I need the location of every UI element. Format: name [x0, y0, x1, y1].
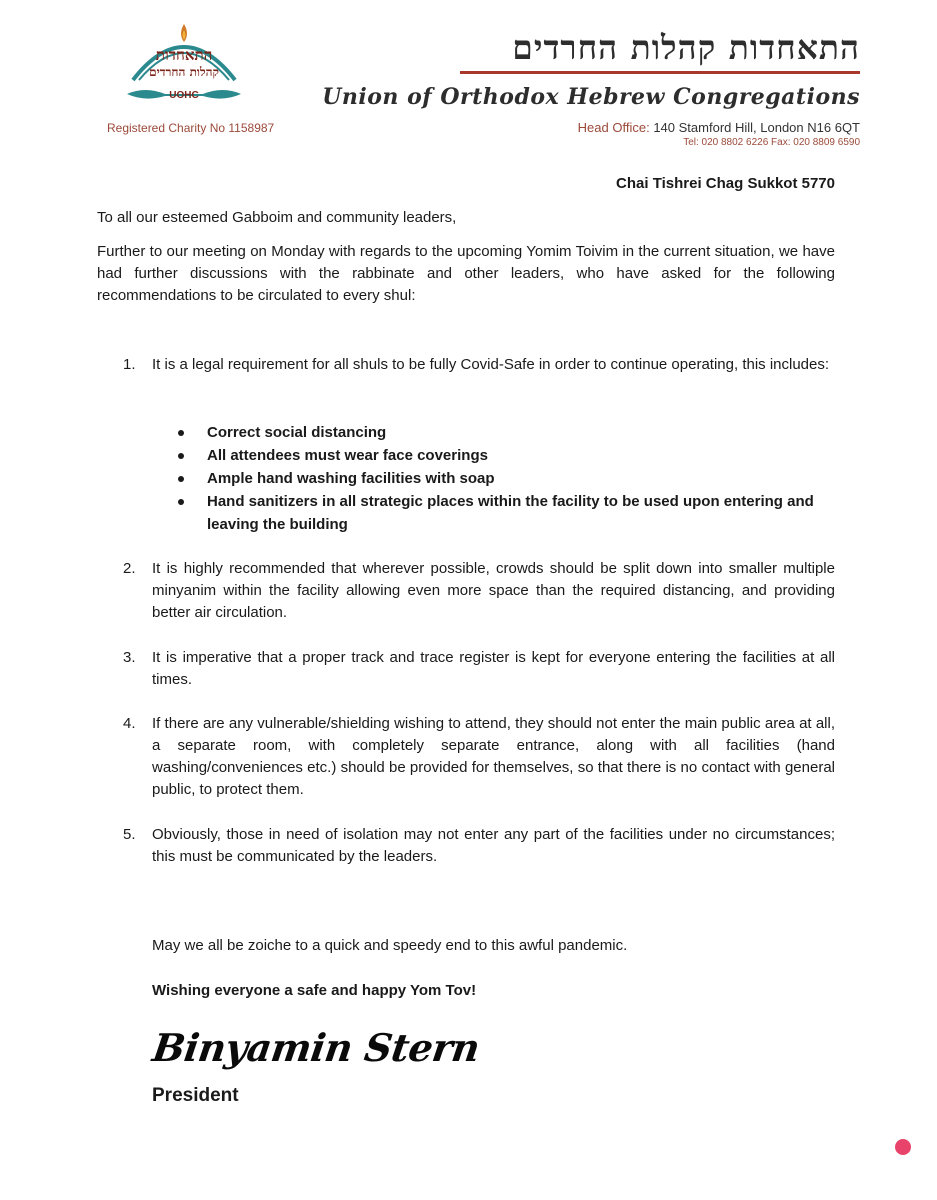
- item-number: 4.: [123, 715, 136, 732]
- requirements-list: [175, 421, 815, 536]
- item-text: If there are any vulnerable/shielding wishing to attend, they should not enter the main public area at all, a separate room, with completely separate entrance, along with all facilities (hand washing/conveniences etc.) should be provided for themselves, so that there is no contact with general public, to protect them.: [152, 715, 835, 798]
- wishes-line: Wishing everyone a safe and happy Yom Tov!: [152, 982, 477, 999]
- header-rule: [460, 71, 860, 74]
- bullet-text: Correct social distancing: [207, 424, 387, 441]
- item-number: 3.: [123, 649, 136, 666]
- head-office-address: 140 Stamford Hill, London N16 6QT: [653, 120, 860, 135]
- logo-hebrew-line2: קהלות החרדים: [149, 65, 219, 79]
- bullet-icon: [178, 430, 184, 436]
- bullet-icon: [178, 453, 184, 459]
- signatory-title: President: [152, 1085, 239, 1106]
- hebrew-title: התאחדות קהלות החרדים: [512, 28, 860, 67]
- head-office-label: Head Office:: [577, 120, 650, 135]
- item-text: Obviously, those in need of isolation may not enter any part of the facilities under no circumstances; this must be communicated by the leaders.: [152, 826, 835, 865]
- phone-fax: Tel: 020 8802 6226 Fax: 020 8809 6590: [683, 137, 860, 148]
- item-text: It is imperative that a proper track and trace register is kept for everyone entering the facilities at all times.: [152, 649, 835, 688]
- closing-line: May we all be zoiche to a quick and speedy end to this awful pandemic.: [152, 937, 628, 954]
- item-number: 1.: [123, 356, 136, 373]
- item-number: 5.: [123, 826, 136, 843]
- head-office: [578, 120, 860, 135]
- list-item: [175, 444, 815, 467]
- bullet-text: Ample hand washing facilities with soap: [207, 470, 495, 487]
- item-text: It is highly recommended that wherever possible, crowds should be split down into smaller multiple minyanim within the facility allowing even more space than the required distancing, and providing better air circulation.: [152, 560, 835, 621]
- uohc-logo: [125, 20, 243, 116]
- bullet-icon: [178, 499, 184, 505]
- bullet-text: All attendees must wear face coverings: [207, 447, 488, 464]
- salutation: To all our esteemed Gabboim and community leaders,: [97, 209, 457, 226]
- list-item: [175, 421, 815, 444]
- item-text: It is a legal requirement for all shuls to be fully Covid-Safe in order to continue operating, this includes:: [152, 356, 830, 373]
- logo-hebrew-line1: התאחדות: [155, 46, 213, 64]
- charity-number: Registered Charity No 1158987: [107, 121, 275, 135]
- bullet-icon: [178, 476, 184, 482]
- bullet-text: Hand sanitizers in all strategic places within the facility to be used upon entering and leaving the building: [207, 493, 814, 533]
- english-title: Union of Orthodox Hebrew Congregations: [322, 84, 860, 110]
- record-dot-icon[interactable]: [895, 1139, 911, 1155]
- logo-abbrev: UOHC: [169, 90, 199, 101]
- item-number: 2.: [123, 560, 136, 577]
- date-line: Chai Tishrei Chag Sukkot 5770: [616, 175, 835, 192]
- list-item: [175, 467, 815, 490]
- signature: Binyamin Stern: [149, 1025, 483, 1070]
- intro-paragraph: Further to our meeting on Monday with regards to the upcoming Yomim Toivim in the current situation, we have had further discussions with the rabbinate and other leaders, who have asked for the following recommendations to be circulated to every shul:: [97, 243, 835, 304]
- list-item: [175, 490, 815, 536]
